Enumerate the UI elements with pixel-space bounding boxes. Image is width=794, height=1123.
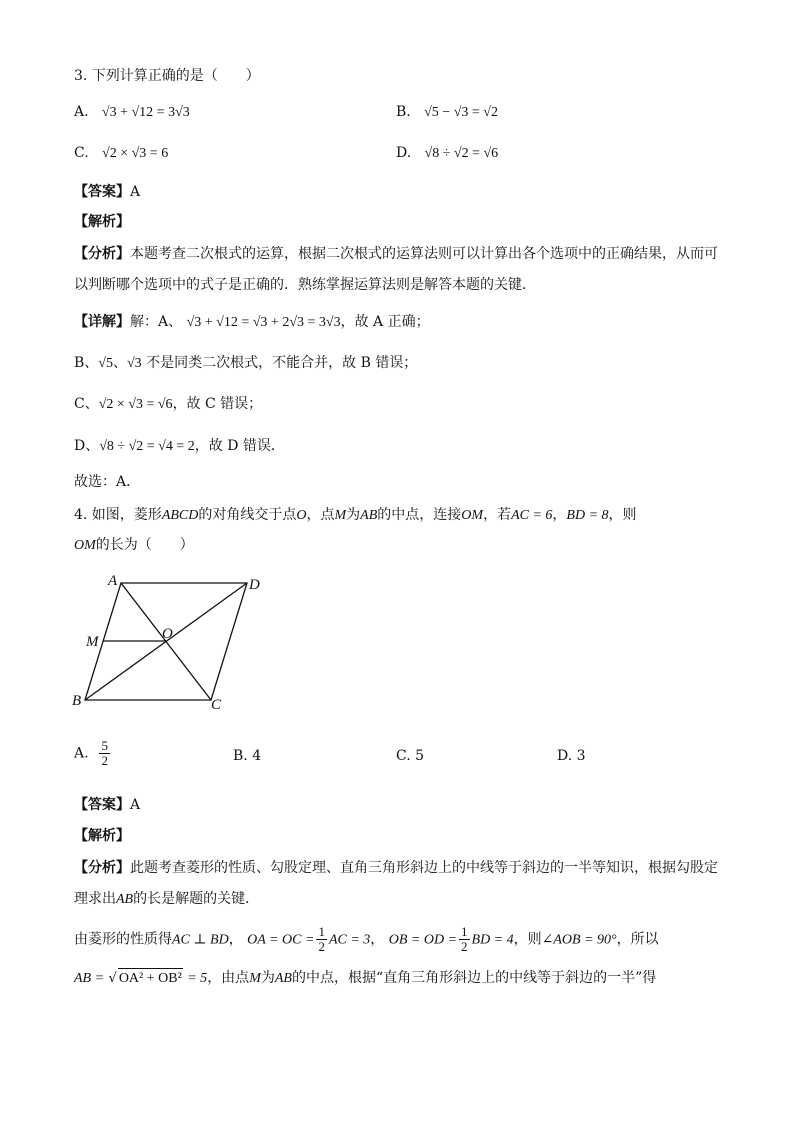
q3-option-a: A. √3 + √12 = 3√3 (74, 104, 190, 120)
q4-stem-line1: 4. 如图，菱形ABCD的对角线交于点O，点M为AB的中点，连接OM，若AC = 6，BD = 8，则 (74, 507, 637, 523)
q4-fenxi-line2: 理求出AB的长是解题的关键． (74, 891, 260, 907)
q4-option-d: D. 3 (557, 748, 586, 764)
q4-stem-line2: OM的长为（ ） (74, 537, 194, 553)
q3-detail-a: 【详解】解：A、 √3 + √12 = √3 + 2√3 = 3√3，故 A 正确； (74, 314, 430, 330)
q4-answer: 【答案】A (74, 797, 141, 813)
q3-option-c-math: √2 × √3 = 6 (102, 146, 169, 161)
q4-option-a: A. $\frac{5}{2}$ (74, 738, 108, 768)
q3-option-a-math: √3 + √12 = 3√3 (101, 105, 190, 120)
label-a: A (108, 573, 118, 589)
q4-analysis-heading: 【解析】 (74, 828, 130, 844)
q4-option-a-fraction: $\frac{5}{2}$ (101, 738, 108, 768)
q3-analysis-heading: 【解析】 (74, 214, 130, 230)
q3-option-b: B. √5 − √3 = √2 (396, 104, 498, 120)
q3-option-d: D. √8 ÷ √2 = √6 (396, 145, 499, 161)
q3-option-b-math: √5 − √3 = √2 (424, 105, 498, 120)
q3-stem: 3. 下列计算正确的是（ ） (74, 68, 260, 84)
q3-answer: 【答案】A (74, 184, 141, 200)
q3-option-c: C. √2 × √3 = 6 (74, 145, 169, 161)
rhombus-figure (70, 570, 270, 715)
q3-fenxi-line1: 【分析】本题考查二次根式的运算，根据二次根式的运算法则可以计算出各个选项中的正确结果，从而可 (74, 246, 718, 262)
q3-conclusion: 故选：A． (74, 474, 141, 490)
label-m: M (86, 634, 99, 650)
label-c: C (211, 697, 222, 713)
q4-fenxi-line1: 【分析】此题考查菱形的性质、勾股定理、直角三角形斜边上的中线等于斜边的一半等知识，根据勾股定 (74, 860, 718, 876)
q3-fenxi-line2: 以判断哪个选项中的式子是正确的．熟练掌握运算法则是解答本题的关键． (74, 277, 536, 293)
q3-option-d-math: √8 ÷ √2 = √6 (424, 146, 499, 161)
q3-detail-b: B、√5、√3 不是同类二次根式，不能合并，故 B 错误； (74, 355, 418, 371)
q3-detail-c: C、√2 × √3 = √6，故 C 错误； (74, 396, 263, 412)
label-o: O (162, 626, 173, 642)
label-d: D (249, 577, 260, 593)
label-b: B (72, 693, 82, 709)
q3-detail-d: D、√8 ÷ √2 = √4 = 2，故 D 错误． (74, 438, 285, 454)
q4-solution-line1: 由菱形的性质得AC ⊥ BD， OA = OC = $\frac{1}{2}$ AC = 3， OB = OD = $\frac{1}{2}$ BD = 4，则∠AOB = 90°，所以 (74, 924, 659, 954)
q4-option-b: B. 4 (233, 748, 262, 764)
q4-solution-line2: AB = √ OA² + OB² = 5，由点M为AB的中点，根据“直角三角形斜边上的中线等于斜边的一半”得 (74, 968, 656, 989)
q4-option-c: C. 5 (396, 748, 425, 764)
